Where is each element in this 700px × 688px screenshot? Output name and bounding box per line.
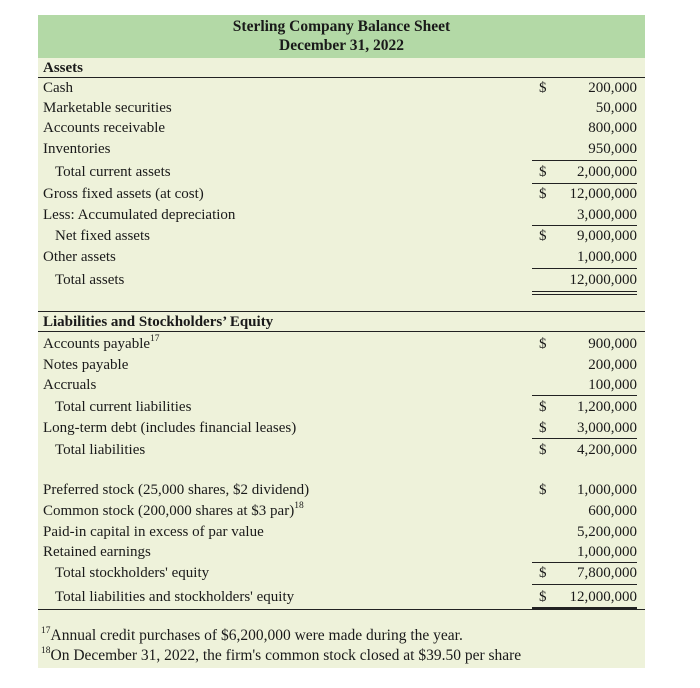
footnote-text: Annual credit purchases of $6,200,000 were made during the year. — [50, 627, 463, 644]
footnote-17 — [41, 626, 463, 646]
subtotal-rule — [532, 395, 637, 396]
row-label: Accounts receivable — [43, 120, 166, 136]
dollar-sign: $ — [539, 420, 547, 436]
row-value: 1,200,000 — [577, 399, 637, 415]
subtotal-rule — [532, 584, 637, 585]
row-accounts-payable — [38, 334, 645, 354]
row-label: Total assets — [55, 272, 125, 288]
row-label: Less: Accumulated depreciation — [43, 207, 236, 223]
dollar-sign: $ — [539, 80, 547, 96]
dollar-sign: $ — [539, 186, 547, 202]
section-end-rule — [38, 609, 645, 610]
assets-section-label: Assets — [43, 60, 83, 76]
row-preferred-stock — [38, 480, 645, 500]
row-value: 9,000,000 — [577, 228, 637, 244]
row-value: 800,000 — [588, 120, 637, 136]
row-value: 1,000,000 — [577, 482, 637, 498]
dollar-sign: $ — [539, 228, 547, 244]
row-total-assets — [38, 270, 645, 290]
row-label: Inventories — [43, 141, 111, 157]
subtotal-rule — [532, 268, 637, 269]
row-label: Retained earnings — [43, 544, 151, 560]
row-label: Accruals — [43, 377, 97, 393]
liabilities-header-rule — [38, 331, 645, 332]
row-accumulated-depreciation — [38, 205, 645, 225]
row-total-liabilities — [38, 440, 645, 460]
row-value: 12,000,000 — [569, 589, 637, 605]
footnote-ref: 18 — [294, 501, 304, 511]
row-paid-in-capital — [38, 522, 645, 542]
row-label: Other assets — [43, 249, 116, 265]
sheet-title: Sterling Company Balance Sheet — [232, 18, 451, 35]
double-rule-bottom — [532, 294, 637, 295]
row-value: 2,000,000 — [577, 164, 637, 180]
double-rule-top — [532, 291, 637, 292]
row-value: 12,000,000 — [569, 272, 637, 288]
row-common-stock — [38, 501, 645, 521]
row-label: Common stock (200,000 shares at $3 par)$^{18}$ — [43, 501, 304, 519]
sheet-header — [38, 15, 645, 58]
row-total-stockholders-equity — [38, 563, 645, 583]
dollar-sign: $ — [539, 399, 547, 415]
row-value: 1,000,000 — [577, 249, 637, 265]
row-value: 3,000,000 — [577, 420, 637, 436]
row-label: Long-term debt (includes financial leases) — [43, 420, 297, 436]
dollar-sign: $ — [539, 482, 547, 498]
footnote-mark: 18 — [41, 645, 51, 656]
row-cash — [38, 78, 645, 98]
row-accruals — [38, 375, 645, 395]
row-label: Total current assets — [55, 164, 171, 180]
dollar-sign: $ — [539, 442, 547, 458]
row-label: Total liabilities and stockholders' equity — [55, 589, 295, 605]
row-value: 950,000 — [588, 141, 637, 157]
footnote-mark: 17 — [41, 625, 51, 636]
row-label: Gross fixed assets (at cost) — [43, 186, 204, 202]
dollar-sign: $ — [539, 589, 547, 605]
row-value: 3,000,000 — [577, 207, 637, 223]
row-gross-fixed-assets — [38, 184, 645, 204]
dollar-sign: $ — [539, 565, 547, 581]
subtotal-rule — [532, 160, 637, 161]
dollar-sign: $ — [539, 164, 547, 180]
row-inventories — [38, 139, 645, 159]
row-label: Preferred stock (25,000 shares, $2 dividend) — [43, 482, 310, 498]
row-total-current-liabilities — [38, 397, 645, 417]
row-label: Net fixed assets — [55, 228, 150, 244]
row-label: Total liabilities — [55, 442, 146, 458]
row-net-fixed-assets — [38, 226, 645, 246]
row-value: 50,000 — [595, 100, 637, 116]
subtotal-rule — [532, 438, 637, 439]
footnote-18 — [41, 646, 521, 666]
assets-section-header — [38, 58, 645, 78]
row-label: Notes payable — [43, 357, 129, 373]
row-value: 200,000 — [588, 357, 637, 373]
sheet-date: December 31, 2022 — [279, 37, 404, 54]
row-value: 1,000,000 — [577, 544, 637, 560]
liabilities-section-header — [38, 312, 645, 332]
row-value: 600,000 — [588, 503, 637, 519]
footnote-ref: 17 — [150, 334, 160, 344]
balance-sheet — [38, 15, 645, 668]
row-marketable-securities — [38, 98, 645, 118]
row-value: 100,000 — [588, 377, 637, 393]
row-retained-earnings — [38, 542, 645, 562]
row-label: Cash — [43, 80, 73, 96]
row-value: 200,000 — [588, 80, 637, 96]
row-value: 4,200,000 — [577, 442, 637, 458]
row-label: Accounts payable$^{17}$ — [43, 334, 160, 352]
row-accounts-receivable — [38, 118, 645, 138]
row-label: Total current liabilities — [55, 399, 192, 415]
row-label: Total stockholders' equity — [55, 565, 210, 581]
row-other-assets — [38, 247, 645, 267]
dollar-sign: $ — [539, 336, 547, 352]
row-value: 5,200,000 — [577, 524, 637, 540]
row-long-term-debt — [38, 418, 645, 438]
row-label: Paid-in capital in excess of par value — [43, 524, 264, 540]
row-value: 12,000,000 — [569, 186, 637, 202]
row-value: 900,000 — [588, 336, 637, 352]
liabilities-section-label: Liabilities and Stockholders’ Equity — [43, 314, 274, 330]
row-notes-payable — [38, 355, 645, 375]
row-total-liabilities-and-equity — [38, 587, 645, 607]
footnote-text: On December 31, 2022, the firm's common stock closed at $39.50 per share — [50, 647, 522, 664]
row-total-current-assets — [38, 162, 645, 182]
row-value: 7,800,000 — [577, 565, 637, 581]
row-label: Marketable securities — [43, 100, 172, 116]
